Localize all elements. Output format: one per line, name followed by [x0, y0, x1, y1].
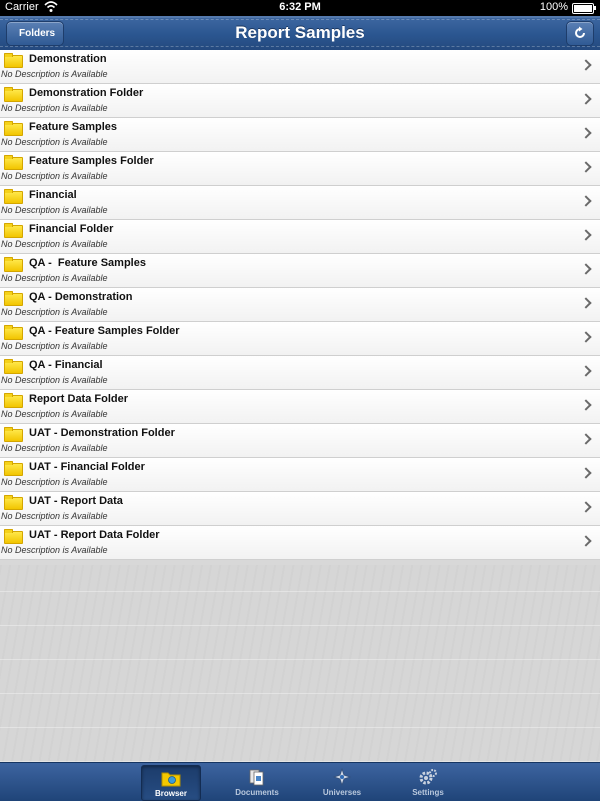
folder-icon — [4, 89, 23, 102]
folder-description: No Description is Available — [1, 239, 108, 249]
chevron-right-icon[interactable] — [580, 127, 591, 138]
folder-row[interactable] — [0, 50, 600, 84]
chevron-right-icon[interactable] — [580, 161, 591, 172]
chevron-right-icon[interactable] — [580, 59, 591, 70]
folder-description: No Description is Available — [1, 103, 108, 113]
folder-description: No Description is Available — [1, 409, 108, 419]
folder-icon — [4, 395, 23, 408]
folder-name: UAT - Report Data — [29, 495, 123, 507]
folder-icon — [4, 531, 23, 544]
folder-description: No Description is Available — [1, 477, 108, 487]
folder-row[interactable] — [0, 118, 600, 152]
carrier-label: Carrier — [5, 1, 39, 13]
folder-icon — [4, 123, 23, 136]
battery-percentage: 100% — [539, 1, 568, 13]
tab-documents[interactable] — [228, 765, 286, 799]
folder-description: No Description is Available — [1, 205, 108, 215]
folder-description: No Description is Available — [1, 511, 108, 521]
chevron-right-icon[interactable] — [580, 399, 591, 410]
folder-icon — [4, 463, 23, 476]
empty-background — [0, 565, 600, 762]
folder-description: No Description is Available — [1, 137, 108, 147]
refresh-button[interactable] — [566, 21, 594, 46]
folder-icon — [4, 429, 23, 442]
folder-name: QA - Demonstration — [29, 291, 133, 303]
folder-icon — [4, 157, 23, 170]
tab-label: Browser — [154, 789, 187, 798]
folder-row[interactable] — [0, 322, 600, 356]
folder-name: Financial Folder — [29, 223, 114, 235]
folder-name: Feature Samples Folder — [29, 155, 154, 167]
folder-row[interactable] — [0, 492, 600, 526]
folder-description: No Description is Available — [1, 171, 108, 181]
folder-icon — [4, 55, 23, 68]
folder-name: Demonstration — [29, 53, 107, 65]
folder-row[interactable] — [0, 424, 600, 458]
chevron-right-icon[interactable] — [580, 331, 591, 342]
chevron-right-icon[interactable] — [580, 195, 591, 206]
folder-description: No Description is Available — [1, 273, 108, 283]
folder-list — [0, 50, 600, 560]
folder-icon — [4, 497, 23, 510]
folder-row[interactable] — [0, 288, 600, 322]
chevron-right-icon[interactable] — [580, 535, 591, 546]
browser-folder-icon — [161, 769, 181, 787]
folder-description: No Description is Available — [1, 375, 108, 385]
folder-row[interactable] — [0, 152, 600, 186]
folder-icon — [4, 259, 23, 272]
folder-name: Financial — [29, 189, 77, 201]
tab-label: Settings — [412, 788, 444, 797]
folder-name: QA - Feature Samples Folder — [29, 325, 180, 337]
universes-icon — [332, 768, 352, 786]
folder-name: Demonstration Folder — [29, 87, 144, 99]
tab-bar — [0, 762, 600, 801]
chevron-right-icon[interactable] — [580, 229, 591, 240]
folder-name: UAT - Financial Folder — [29, 461, 145, 473]
tab-settings[interactable] — [399, 765, 457, 799]
folder-name: QA - Financial — [29, 359, 103, 371]
folder-name: Report Data Folder — [29, 393, 129, 405]
navigation-bar — [0, 16, 600, 51]
battery-icon — [572, 3, 594, 14]
folder-name: Feature Samples — [29, 121, 118, 133]
folder-row[interactable] — [0, 254, 600, 288]
tab-browser[interactable] — [141, 765, 201, 801]
folder-icon — [4, 293, 23, 306]
folder-row[interactable] — [0, 186, 600, 220]
tab-label: Universes — [322, 788, 362, 797]
folder-description: No Description is Available — [1, 307, 108, 317]
folder-row[interactable] — [0, 458, 600, 492]
folder-icon — [4, 361, 23, 374]
folder-row[interactable] — [0, 356, 600, 390]
folder-row[interactable] — [0, 526, 600, 560]
settings-gear-icon — [418, 768, 438, 786]
documents-icon — [247, 768, 267, 786]
folder-description: No Description is Available — [1, 545, 108, 555]
folder-name: UAT - Demonstration Folder — [29, 427, 175, 439]
folder-icon — [4, 191, 23, 204]
clock: 6:32 PM — [279, 1, 321, 13]
tab-universes[interactable] — [313, 765, 371, 799]
tab-label: Documents — [235, 788, 279, 797]
status-bar — [0, 0, 600, 16]
folder-description: No Description is Available — [1, 69, 108, 79]
folder-description: No Description is Available — [1, 443, 108, 453]
folder-name: QA - Feature Samples — [29, 257, 146, 269]
refresh-icon — [573, 26, 587, 40]
folder-description: No Description is Available — [1, 341, 108, 351]
chevron-right-icon[interactable] — [580, 365, 591, 376]
folders-back-button[interactable]: Folders — [6, 21, 64, 46]
chevron-right-icon[interactable] — [580, 433, 591, 444]
chevron-right-icon[interactable] — [580, 467, 591, 478]
chevron-right-icon[interactable] — [580, 501, 591, 512]
chevron-right-icon[interactable] — [580, 297, 591, 308]
chevron-right-icon[interactable] — [580, 93, 591, 104]
folder-icon — [4, 327, 23, 340]
chevron-right-icon[interactable] — [580, 263, 591, 274]
page-title: Report Samples — [235, 23, 365, 42]
folder-row[interactable] — [0, 220, 600, 254]
folder-row[interactable] — [0, 84, 600, 118]
folder-icon — [4, 225, 23, 238]
folder-name: UAT - Report Data Folder — [29, 529, 160, 541]
folder-row[interactable] — [0, 390, 600, 424]
